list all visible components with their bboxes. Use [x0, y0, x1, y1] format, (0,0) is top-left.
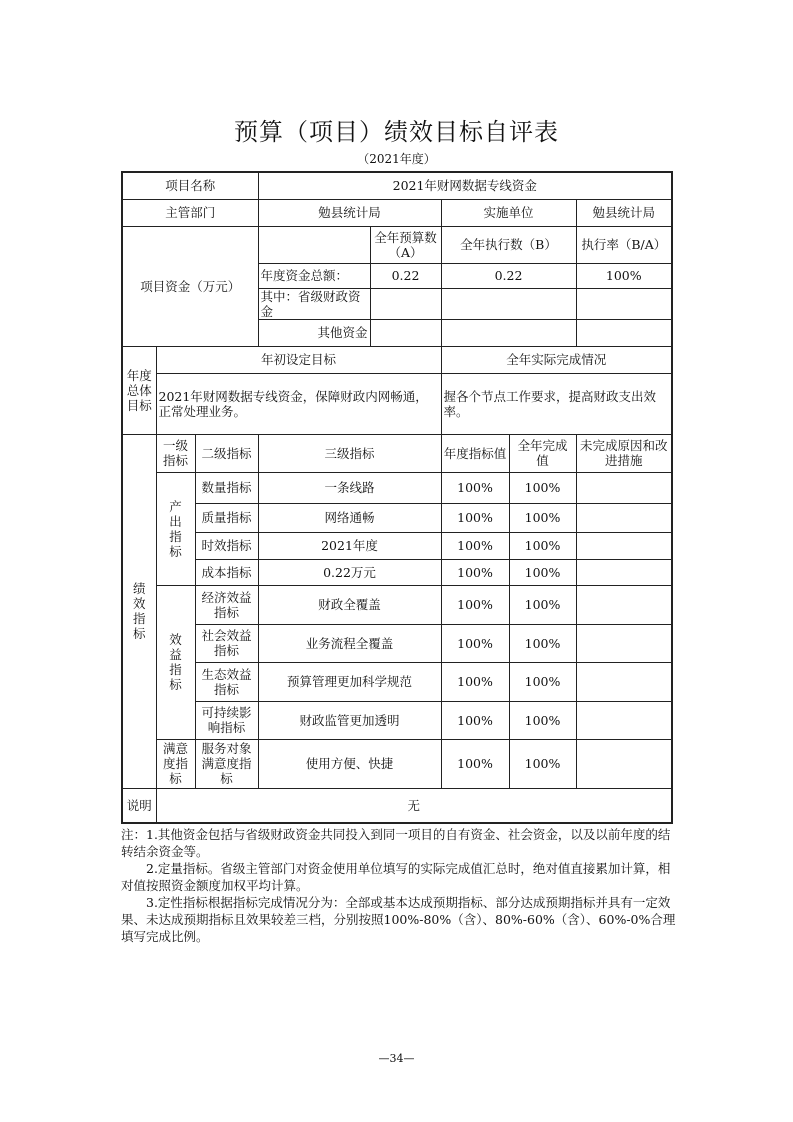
funds-row-label: 其他资金	[258, 319, 370, 346]
indicator-header: 全年完成值	[509, 434, 576, 472]
secondary-indicator: 生态效益指标	[195, 662, 258, 701]
actual-value: 100%	[509, 624, 576, 662]
funds-cell	[370, 288, 441, 319]
funds-cell	[370, 319, 441, 346]
notes	[121, 826, 681, 945]
actual-value: 100%	[509, 701, 576, 739]
reason	[576, 585, 672, 624]
reason	[576, 662, 672, 701]
project-name-label: 项目名称	[122, 172, 258, 199]
group-benefit: 效益指标	[156, 585, 195, 739]
reason	[576, 701, 672, 739]
funds-cell	[576, 319, 672, 346]
fiscal-year: （2021年度）	[357, 152, 436, 166]
note-1: 注：1.其他资金包括与省级财政资金共同投入到同一项目的自有资金、社会资金，以及以前年度的结转结余资金等。	[121, 827, 671, 859]
funds-header: 执行率（B/A）	[576, 226, 672, 263]
funds-header: 全年执行数（B）	[441, 226, 576, 263]
funds-cell	[576, 288, 672, 319]
actual-value: 100%	[509, 739, 576, 788]
funds-row-label: 年度资金总额：	[258, 263, 370, 288]
target-value: 100%	[441, 701, 509, 739]
tertiary-indicator: 网络通畅	[258, 503, 441, 532]
target-value: 100%	[441, 662, 509, 701]
target-value: 100%	[441, 532, 509, 559]
funds-cell: 0.22	[441, 263, 576, 288]
secondary-indicator: 服务对象满意度指标	[195, 739, 258, 788]
actual-result-text: 握各个节点工作要求，提高财政支出效率。	[441, 373, 672, 434]
page-title: 预算（项目）绩效目标自评表	[234, 118, 559, 146]
impl-value: 勉县统计局	[576, 199, 672, 226]
target-value: 100%	[441, 559, 509, 585]
tertiary-indicator: 使用方便、快捷	[258, 739, 441, 788]
note-2: 2.定量指标。省级主管部门对资金使用单位填写的实际完成值汇总时，绝对值直接累加计算，相对值按照资金额度加权平均计算。	[121, 861, 671, 893]
target-value: 100%	[441, 739, 509, 788]
tertiary-indicator: 一条线路	[258, 472, 441, 503]
actual-result-label: 全年实际完成情况	[441, 346, 672, 373]
reason	[576, 472, 672, 503]
secondary-indicator: 成本指标	[195, 559, 258, 585]
group-satisfaction: 满意度指标	[156, 739, 195, 788]
secondary-indicator: 经济效益指标	[195, 585, 258, 624]
target-value: 100%	[441, 503, 509, 532]
reason	[576, 624, 672, 662]
actual-value: 100%	[509, 662, 576, 701]
indicator-header: 一级指标	[156, 434, 195, 472]
actual-value: 100%	[509, 585, 576, 624]
reason	[576, 503, 672, 532]
target-value: 100%	[441, 585, 509, 624]
initial-goal-label: 年初设定目标	[156, 346, 441, 373]
indicator-header: 三级指标	[258, 434, 441, 472]
evaluation-table	[121, 171, 673, 824]
actual-value: 100%	[509, 503, 576, 532]
funds-cell: 100%	[576, 263, 672, 288]
secondary-indicator: 可持续影响指标	[195, 701, 258, 739]
actual-value: 100%	[509, 472, 576, 503]
funds-label: 项目资金（万元）	[122, 226, 258, 346]
actual-value: 100%	[509, 559, 576, 585]
initial-goal-text: 2021年财网数据专线资金，保障财政内网畅通，正常处理业务。	[156, 373, 441, 434]
actual-value: 100%	[509, 532, 576, 559]
reason	[576, 532, 672, 559]
funds-header	[258, 226, 370, 263]
note-3: 3.定性指标根据指标完成情况分为：全部或基本达成预期指标、部分达成预期指标并具有一定效果、未达成预期指标且效果较差三档，分别按照100%-80%（含）、80%-60%（含）、60%-0%合理填写完成比例。	[121, 895, 676, 944]
dept-label: 主管部门	[122, 199, 258, 226]
reason	[576, 559, 672, 585]
target-value: 100%	[441, 624, 509, 662]
group-output: 产出指标	[156, 472, 195, 585]
goals-label: 年度总体目标	[122, 346, 156, 434]
funds-cell: 0.22	[370, 263, 441, 288]
indicator-header: 未完成原因和改进措施	[576, 434, 672, 472]
secondary-indicator: 社会效益指标	[195, 624, 258, 662]
funds-cell	[441, 288, 576, 319]
page-number: —34—	[378, 1052, 415, 1065]
tertiary-indicator: 财政监管更加透明	[258, 701, 441, 739]
funds-row-label: 其中：省级财政资金	[258, 288, 370, 319]
indicator-header: 年度指标值	[441, 434, 509, 472]
funds-cell	[441, 319, 576, 346]
tertiary-indicator: 预算管理更加科学规范	[258, 662, 441, 701]
tertiary-indicator: 业务流程全覆盖	[258, 624, 441, 662]
indicator-header: 二级指标	[195, 434, 258, 472]
target-value: 100%	[441, 472, 509, 503]
secondary-indicator: 时效指标	[195, 532, 258, 559]
reason	[576, 739, 672, 788]
impl-label: 实施单位	[441, 199, 576, 226]
remark-label: 说明	[122, 788, 156, 823]
funds-header: 全年预算数（A）	[370, 226, 441, 263]
secondary-indicator: 数量指标	[195, 472, 258, 503]
project-name-value: 2021年财网数据专线资金	[258, 172, 672, 199]
tertiary-indicator: 2021年度	[258, 532, 441, 559]
tertiary-indicator: 0.22万元	[258, 559, 441, 585]
indicators-label: 绩效指标	[122, 434, 156, 788]
tertiary-indicator: 财政全覆盖	[258, 585, 441, 624]
secondary-indicator: 质量指标	[195, 503, 258, 532]
remark-value: 无	[156, 788, 672, 823]
dept-value: 勉县统计局	[258, 199, 441, 226]
